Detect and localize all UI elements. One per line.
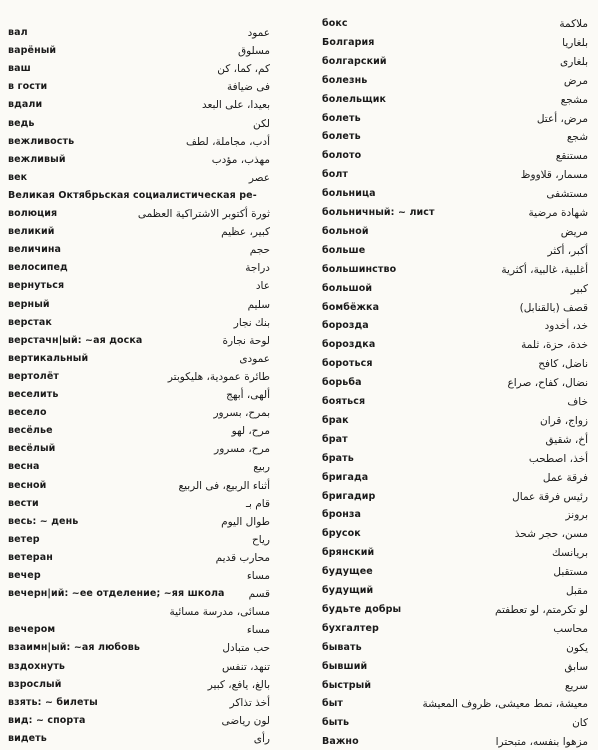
right-arabic-translation: مستقبل bbox=[553, 566, 588, 579]
right-russian-headword: быть bbox=[322, 717, 350, 729]
right-arabic-translation: أكبر، أكثر bbox=[547, 244, 588, 257]
right-arabic-translation: أغلبية، غالبية، أكثرية bbox=[501, 263, 588, 276]
left-arabic-translation: مرح، لهو bbox=[231, 425, 270, 438]
left-russian-headword: взаимн|ый: ~ая любовь bbox=[8, 642, 141, 654]
right-russian-headword: бороздка bbox=[322, 339, 376, 351]
left-arabic-translation: حب متبادل bbox=[222, 642, 270, 655]
left-arabic-translation: ثورة أكتوبر الاشتراكية العظمى bbox=[137, 208, 270, 220]
right-russian-headword: бомбёжка bbox=[322, 301, 380, 313]
left-arabic-translation: عمود bbox=[247, 27, 270, 39]
right-russian-headword: Важно bbox=[322, 736, 359, 748]
left-russian-headword: великий bbox=[8, 226, 55, 238]
left-arabic-translation: بمرح، بسرور bbox=[213, 407, 270, 420]
right-arabic-translation: مشجع bbox=[560, 93, 588, 106]
left-russian-headword: вдали bbox=[8, 99, 43, 111]
right-arabic-translation: أخذ، اصطحب bbox=[528, 452, 588, 465]
left-arabic-translation: حجم bbox=[249, 244, 270, 257]
right-russian-headword: болельщик bbox=[322, 93, 387, 105]
right-arabic-translation: برونز bbox=[565, 509, 588, 522]
left-russian-headword: веселить bbox=[8, 389, 59, 400]
left-russian-headword: вид: ~ спорта bbox=[8, 714, 86, 726]
right-arabic-translation: رئيس فرقة عمال bbox=[512, 490, 588, 503]
right-russian-headword: бригадир bbox=[322, 490, 376, 502]
left-arabic-translation: لكن bbox=[253, 117, 270, 130]
left-arabic-translation: فى ضيافة bbox=[226, 81, 270, 94]
right-russian-headword: болт bbox=[322, 169, 349, 181]
left-arabic-translation: مرح، مسرور bbox=[214, 443, 270, 456]
left-russian-headword: весна bbox=[8, 461, 40, 473]
left-russian-headword: верный bbox=[8, 298, 50, 310]
right-arabic-translation: فرقة عمل bbox=[542, 471, 588, 484]
left-arabic-translation: دراجة bbox=[245, 262, 270, 275]
right-arabic-translation: بريانسك bbox=[552, 547, 588, 560]
right-arabic-translation: مزهوا بنفسه، متبحترا bbox=[495, 736, 588, 749]
right-russian-headword: быт bbox=[322, 698, 344, 710]
right-arabic-translation: مسن، حجر شحذ bbox=[514, 528, 588, 541]
left-russian-headword: волюция bbox=[8, 208, 58, 219]
right-russian-headword: болеть bbox=[322, 131, 361, 143]
right-russian-headword: брать bbox=[322, 452, 354, 464]
left-russian-headword: взрослый bbox=[8, 678, 62, 690]
left-russian-headword: видеть bbox=[8, 732, 47, 744]
right-arabic-translation: سابق bbox=[564, 660, 588, 673]
right-arabic-translation: مرض، أعتل bbox=[536, 112, 588, 125]
left-russian-headword: вежливость bbox=[8, 135, 75, 147]
right-russian-headword: Болгария bbox=[322, 36, 375, 48]
right-arabic-translation: مرض bbox=[563, 74, 588, 87]
right-russian-headword: бухгалтер bbox=[322, 622, 379, 634]
right-arabic-translation: مسمار، قلاووظ bbox=[520, 169, 588, 182]
right-arabic-translation: ملاكمة bbox=[559, 18, 588, 30]
right-arabic-translation: كبير bbox=[570, 282, 588, 295]
left-arabic-translation: كم، كما، كن bbox=[217, 63, 270, 76]
right-russian-headword: брусок bbox=[322, 528, 361, 540]
right-arabic-translation: زواج، قران bbox=[539, 414, 588, 427]
right-arabic-translation: كان bbox=[572, 717, 588, 730]
left-arabic-translation: تنهد، تنفس bbox=[222, 660, 270, 673]
left-russian-headword: в гости bbox=[8, 81, 48, 93]
left-russian-headword: весь: ~ день bbox=[8, 515, 79, 527]
left-russian-headword: Великая Октябрьская социалистическая ре- bbox=[8, 189, 257, 201]
right-russian-headword: больничный: ~ лист bbox=[322, 207, 435, 218]
right-russian-headword: бояться bbox=[322, 396, 366, 407]
right-russian-headword: бывать bbox=[322, 641, 362, 653]
left-russian-headword: велосипед bbox=[8, 262, 68, 274]
right-arabic-translation: خد، أخدود bbox=[544, 320, 588, 333]
right-arabic-translation: قصف (بالقنابل) bbox=[519, 301, 588, 314]
right-arabic-translation: محاسب bbox=[553, 622, 588, 635]
left-arabic-translation: مساء bbox=[246, 570, 270, 582]
right-arabic-translation: أخ، شقيق bbox=[545, 433, 588, 446]
left-russian-headword: ветеран bbox=[8, 551, 53, 563]
left-arabic-translation: أدب، مجاملة، لطف bbox=[186, 135, 270, 148]
left-russian-headword: ветер bbox=[8, 533, 40, 545]
left-russian-headword: вечерн|ий: ~ее отделение; ~яя школа bbox=[8, 588, 225, 600]
right-arabic-translation: خدة، حزة، ثلمة bbox=[521, 339, 588, 352]
left-russian-headword: вертолёт bbox=[8, 370, 59, 382]
left-arabic-translation: طائرة عمودية، هليكوبتر bbox=[167, 370, 270, 383]
left-arabic-translation: قسم bbox=[248, 588, 270, 601]
right-arabic-translation: يكون bbox=[566, 641, 588, 654]
right-arabic-translation: مستشفى bbox=[546, 188, 588, 201]
left-arabic-translation: عمودى bbox=[239, 352, 270, 365]
left-arabic-translation: ألهى، أبهج bbox=[226, 389, 270, 401]
left-russian-headword: весной bbox=[8, 479, 47, 491]
left-arabic-translation: رياح bbox=[252, 533, 270, 546]
right-russian-headword: будущий bbox=[322, 585, 374, 596]
right-arabic-translation: ناضل، كافح bbox=[538, 358, 588, 371]
right-russian-headword: борьба bbox=[322, 377, 362, 389]
right-arabic-translation: بلغاريا bbox=[562, 36, 588, 49]
left-russian-headword: вертикальный bbox=[8, 352, 89, 364]
right-russian-headword: бригада bbox=[322, 471, 369, 483]
right-arabic-translation: معيشة، نمط معيشى، ظروف المعيشة bbox=[422, 698, 588, 711]
left-arabic-translation: كبير، عظيم bbox=[221, 226, 270, 239]
left-russian-headword: варёный bbox=[8, 45, 57, 57]
left-arabic-translation: بنك نجار bbox=[233, 316, 270, 329]
left-arabic-translation: عصر bbox=[248, 171, 270, 184]
left-arabic-translation: محارب قديم bbox=[215, 551, 270, 564]
right-arabic-translation: خاف bbox=[567, 396, 588, 408]
left-russian-headword: весело bbox=[8, 407, 47, 419]
right-russian-headword: болото bbox=[322, 150, 362, 162]
left-russian-headword: вечером bbox=[8, 624, 56, 636]
right-russian-headword: большой bbox=[322, 282, 373, 294]
left-arabic-translation: لوحة نجارة bbox=[222, 334, 270, 347]
left-russian-headword: величина bbox=[8, 244, 62, 256]
right-arabic-translation: لو تكرمتم، لو تعطفتم bbox=[494, 603, 588, 616]
left-arabic-translation: مسائى، مدرسة مسائية bbox=[169, 606, 270, 619]
left-russian-headword: вздохнуть bbox=[8, 660, 66, 672]
left-russian-headword: вежливый bbox=[8, 153, 66, 165]
left-arabic-translation: لون رياضى bbox=[221, 714, 270, 727]
right-russian-headword: брат bbox=[322, 433, 348, 445]
right-russian-headword: бокс bbox=[322, 18, 348, 29]
left-arabic-translation: أثناء الربيع، فى الربيع bbox=[178, 479, 270, 492]
right-arabic-translation: مستنقع bbox=[555, 150, 588, 163]
right-russian-headword: больной bbox=[322, 225, 369, 237]
left-arabic-translation: مهذب، مؤدب bbox=[211, 153, 270, 166]
right-arabic-translation: شجع bbox=[566, 131, 588, 144]
right-russian-headword: больше bbox=[322, 244, 366, 256]
right-russian-headword: брянский bbox=[322, 547, 375, 559]
left-arabic-translation: بعيدا، على البعد bbox=[201, 99, 270, 112]
left-russian-headword: верстачн|ый: ~ая доска bbox=[8, 334, 143, 346]
right-russian-headword: болезнь bbox=[322, 74, 368, 86]
left-russian-headword: ваш bbox=[8, 63, 31, 75]
right-arabic-translation: مريض bbox=[560, 225, 588, 238]
left-arabic-translation: أخذ تذاكر bbox=[229, 696, 270, 709]
left-arabic-translation: رأى bbox=[253, 732, 270, 745]
left-russian-headword: век bbox=[8, 171, 28, 183]
right-arabic-translation: مقبل bbox=[565, 585, 588, 597]
left-russian-headword: вести bbox=[8, 497, 39, 509]
right-russian-headword: бороться bbox=[322, 358, 373, 370]
right-russian-headword: будущее bbox=[322, 566, 373, 578]
left-russian-headword: вернуться bbox=[8, 280, 65, 292]
right-russian-headword: бывший bbox=[322, 660, 368, 672]
right-russian-headword: болеть bbox=[322, 112, 361, 124]
right-arabic-translation: بلغارى bbox=[560, 55, 588, 68]
right-russian-headword: будьте добры bbox=[322, 603, 402, 615]
left-russian-headword: вал bbox=[8, 27, 28, 38]
left-arabic-translation: سليم bbox=[247, 298, 270, 311]
left-arabic-translation: قام بـ bbox=[245, 497, 270, 510]
right-russian-headword: борозда bbox=[322, 320, 369, 332]
right-russian-headword: быстрый bbox=[322, 679, 372, 691]
right-russian-headword: большинство bbox=[322, 263, 397, 275]
right-arabic-translation: سريع bbox=[564, 679, 588, 692]
left-russian-headword: вечер bbox=[8, 570, 41, 581]
left-russian-headword: ведь bbox=[8, 117, 35, 129]
right-russian-headword: брак bbox=[322, 414, 349, 426]
left-arabic-translation: طوال اليوم bbox=[221, 515, 270, 528]
left-arabic-translation: مساء bbox=[246, 624, 270, 637]
left-russian-headword: верстак bbox=[8, 316, 52, 328]
left-arabic-translation: مسلوق bbox=[237, 45, 270, 58]
left-arabic-translation: ربيع bbox=[253, 461, 270, 474]
left-arabic-translation: بالغ، يافع، كبير bbox=[207, 678, 270, 691]
right-russian-headword: болгарский bbox=[322, 55, 387, 67]
right-arabic-translation: شهادة مرضية bbox=[528, 207, 588, 219]
right-russian-headword: бронза bbox=[322, 509, 362, 521]
left-arabic-translation: عاد bbox=[255, 280, 270, 293]
left-russian-headword: весёлье bbox=[8, 425, 53, 437]
left-russian-headword: взять: ~ билеты bbox=[8, 696, 98, 708]
right-russian-headword: больница bbox=[322, 188, 376, 200]
left-russian-headword: весёлый bbox=[8, 443, 56, 455]
right-arabic-translation: نضال، كفاح، صراع bbox=[507, 377, 588, 390]
